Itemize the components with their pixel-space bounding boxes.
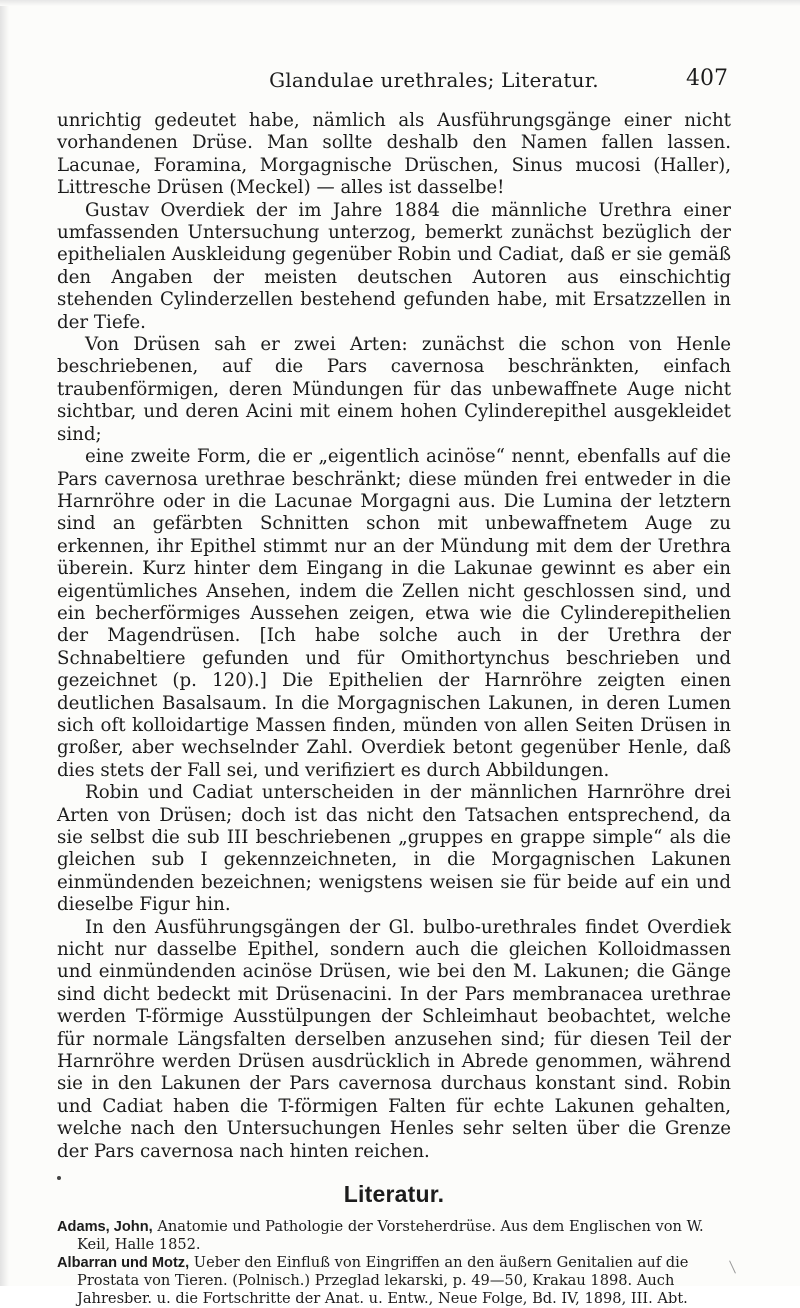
running-title: Glandulae urethrales; Literatur.	[269, 68, 599, 92]
paragraph-6: In den Ausführungsgängen der Gl. bulbo-urethrales findet Overdiek nicht nur dasselbe Epithel, sondern auch die gleichen Kolloidmassen und einmündenden acinöse Drüsen, wie bei den M. Lakunen; die Gänge sind dicht bedeckt mit Drüsenacini. In der Pars membranacea urethrae werden T-förmige Ausstülpungen der Schleimhaut beobachtet, welche für normale Längsfalten derselben anzusehen sind; für diesen Teil der Harnröhre werden Drüsen ausdrücklich in Abrede genommen, während sie in den Lakunen der Pars cavernosa durchaus konstant sind. Robin und Cadiat haben die T-förmigen Falten für echte Lakunen gehalten, welche nach den Untersuchungen Henles sehr selten über die Grenze der Pars cavernosa nach hinten reichen.	[57, 916, 731, 1162]
page-top-shadow	[0, 0, 800, 6]
literature-citation: Anatomie und Pathologie der Vorsteherdrüse. Aus dem Englischen von W. Keil, Halle 1852.	[77, 1217, 704, 1253]
paragraph-1: unrichtig gedeutet habe, nämlich als Ausführungsgänge einer nicht vorhandenen Drüse. Man sollte deshalb den Namen fallen lassen. Lacunae, Foramina, Morgagnische Drüschen, Sinus mucosi (Haller), Littresche Drüsen (Meckel) — alles ist dasselbe!	[57, 110, 731, 199]
ink-speck	[57, 1176, 61, 1180]
paragraph-4: eine zweite Form, die er „eigentlich acinöse“ nennt, ebenfalls auf die Pars cavernosa urethrae beschränkt; diese münden frei entweder in die Harnröhre oder in die Lacunae Morgagni aus. Die Lumina der letztern sind an gefärbten Schnitten schon mit unbewaffnetem Auge zu erkennen, ihr Epithel stimmt nur an der Mündung mit dem der Urethra überein. Kurz hinter dem Eingang in die Lakunae gewinnt es aber ein eigentümliches Ansehen, indem die Zellen nicht geschlossen sind, und ein becherförmiges Aussehen zeigen, etwa wie die Cylinderepithelien der Magendrüsen. [Ich habe solche auch in der Urethra der Schnabeltiere gefunden und für Omithortynchus beschrieben und gezeichnet (p. 120).] Die Epithelien der Harnröhre zeigten einen deutlichen Basalsaum. In die Morgagnischen Lakunen, in deren Lumen sich oft kolloidartige Massen finden, münden von allen Seiten Drüsen in großer, aber wechselnder Zahl. Overdiek betont gegenüber Henle, daß dies stets der Fall sei, und verifiziert es durch Abbildungen.	[57, 446, 731, 781]
paragraph-3: Von Drüsen sah er zwei Arten: zunächst die schon von Henle beschriebenen, auf die Pars cavernosa beschränkten, einfach traubenförmigen, deren Mündungen für das unbewaffnete Auge nicht sichtbar, und deren Acini mit einem hohen Cylinderepithel ausgekleidet sind;	[57, 334, 731, 445]
paragraph-2: Gustav Overdiek der im Jahre 1884 die männliche Urethra einer umfassenden Untersuchung unterzog, bemerkt zunächst bezüglich der epithelialen Auskleidung gegenüber Robin und Cadiat, daß er sie gemäß den Angaben der meisten deutschen Autoren aus einschichtig stehenden Cylinderzellen bestehend gefunden habe, mit Ersatzzellen in der Tiefe.	[57, 199, 731, 333]
page-number: 407	[686, 66, 728, 91]
literature-author: Albarran und Motz,	[57, 1254, 190, 1271]
page-binding-shadow	[0, 0, 9, 1286]
literature-citation: Ueber den Einfluß von Eingriffen an den äußern Genitalien auf die Prostata von Tieren. (Polnisch.) Przeglad lekarski, p. 49—50, Krakau 1898. Auch Jahresber. u. die Fortschritte der Anat. u. Entw., Neue Folge, Bd. IV, 1898, III. Abt.	[77, 1253, 689, 1307]
literature-author: Adams, John,	[57, 1218, 153, 1235]
body-text	[57, 110, 731, 1308]
literature-entry	[57, 1254, 731, 1308]
literature-heading: Literatur.	[343, 1181, 445, 1208]
paragraph-5: Robin und Cadiat unterscheiden in der männlichen Harnröhre drei Arten von Drüsen; doch ist das nicht den Tatsachen entsprechend, da sie selbst die sub III beschriebenen „gruppes en grappe simple“ als die gleichen sub I gekennzeichneten, in die Morgagnischen Lakunen einmündenden bezeichnen; wenigstens weisen sie für beide auf ein und dieselbe Figur hin.	[57, 782, 731, 916]
literature-entry	[57, 1218, 731, 1254]
